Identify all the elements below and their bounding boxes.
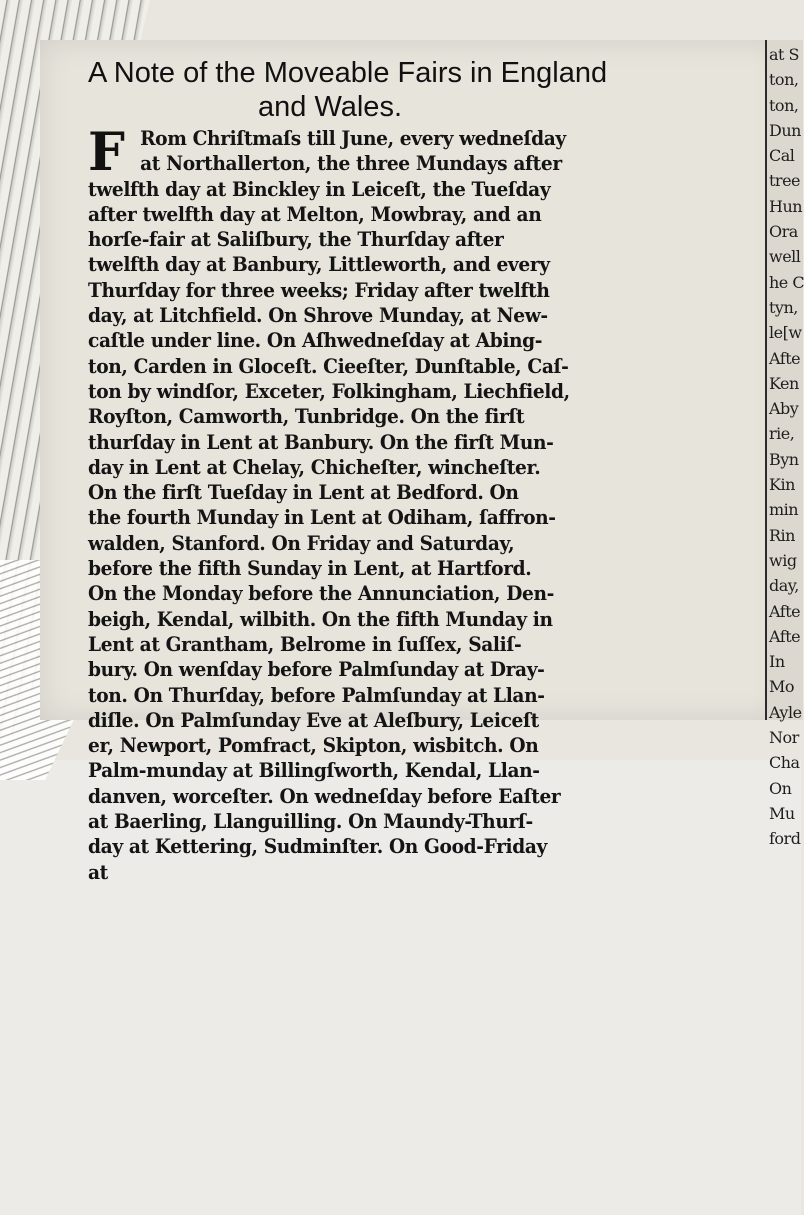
drop-cap: F	[88, 122, 125, 183]
fragment-text: wig	[769, 550, 797, 570]
fragment-text: On	[769, 778, 792, 798]
body-text	[88, 122, 758, 885]
text-line: day at Kettering, Sudminſter. On Good-Friday	[88, 834, 547, 859]
fragment-text: Rin	[769, 525, 795, 545]
text-line: thurſday in Lent at Banbury. On the firſt Mun-	[88, 429, 554, 454]
text-line: Royſton, Camworth, Tunbridge. On the firſt	[88, 404, 525, 429]
fragment-text: tree	[769, 171, 801, 191]
fragment-text: In	[769, 652, 785, 672]
page-title	[88, 56, 748, 124]
text-line: Thurſday for three weeks; Friday after twelfth	[88, 277, 550, 302]
text-line: before the fifth Sunday in Lent, at Hartford.	[88, 556, 532, 581]
fragment-text: Ken	[769, 373, 799, 393]
text-line: Lent at Grantham, Belrome in ſuſſex, Saliſ-	[88, 631, 522, 656]
text-line: after twelfth day at Melton, Mowbray, and an	[88, 201, 542, 226]
adjacent-page-strip	[765, 40, 804, 849]
adjacent-page-fragments	[767, 42, 803, 852]
text-line: ton. On Thurſday, before Palmſunday at Llan-	[88, 682, 545, 707]
text-line: caſtle under line. On Aſhwedneſday at Abing-	[88, 328, 543, 353]
text-line: danven, worceſter. On wedneſday before Eaſter	[88, 783, 561, 808]
fragment-text: he C	[769, 272, 804, 292]
text-line: diſle. On Palmſunday Eve at Aleſbury, Leiceſt	[88, 707, 539, 732]
text-line: er, Newport, Pomfract, Skipton, wisbitch. On	[88, 733, 539, 758]
fragment-text: Mu	[769, 803, 795, 823]
text-line: Rom Chriſtmaſs till June, every wedneſday	[140, 126, 566, 150]
body-lines	[88, 122, 758, 885]
fragment-text: tyn,	[769, 297, 798, 317]
text-line: twelfth day at Binckley in Leiceſt, the Tueſday	[88, 176, 551, 201]
fragment-text: Nor	[769, 728, 799, 748]
fragment-text: Cha	[769, 753, 800, 773]
fragment-text: day,	[769, 576, 799, 596]
title-line-1: A Note of the Moveable Fairs in England	[88, 57, 608, 89]
text-line: Palm-munday at Billingſworth, Kendal, Llan-	[88, 758, 540, 783]
text-line: ton, Carden in Gloceſt. Cieeſter, Dunſtable, Caſ-	[88, 353, 569, 378]
fragment-text: Byn	[769, 449, 799, 469]
text-line: at Northallerton, the three Mundays after	[140, 151, 562, 176]
text-line: day, at Litchfield. On Shrove Munday, at New-	[88, 303, 548, 328]
fragment-text: Afte	[769, 601, 801, 621]
title-line-2: and Wales.	[258, 91, 402, 123]
fragment-text: ford	[769, 829, 801, 849]
fragment-text: Dun	[769, 120, 801, 140]
text-line: at	[88, 859, 108, 884]
text-line: ton by windſor, Exceter, Folkingham, Liechfield,	[88, 378, 570, 403]
fragment-text: min	[769, 500, 799, 520]
text-line: bury. On wenſday before Palmſunday at Dray-	[88, 657, 545, 682]
fragment-text: Mo	[769, 677, 795, 697]
text-line: the fourth Munday in Lent at Odiham, ſaffron-	[88, 505, 556, 530]
fragment-text: ton,	[769, 70, 799, 90]
text-line: On the firſt Tueſday in Lent at Bedford. On	[88, 480, 519, 505]
text-line: horſe-fair at Saliſbury, the Thurſday after	[88, 227, 504, 252]
text-line: twelfth day at Banbury, Littleworth, and every	[88, 252, 550, 277]
fragment-text: rie,	[769, 424, 795, 444]
fragment-text: at S	[769, 45, 800, 64]
text-line: walden, Stanford. On Friday and Saturday,	[88, 530, 515, 555]
fragment-text: Afte	[769, 626, 801, 646]
text-line: day in Lent at Chelay, Chicheſter, wincheſter.	[88, 454, 541, 479]
fragment-text: Afte	[769, 348, 801, 368]
fragment-text: Kin	[769, 475, 795, 495]
text-line: at Baerling, Llanguilling. On Maundy-Thurſ-	[88, 809, 533, 834]
fragment-text: Cal	[769, 146, 795, 166]
fragment-text: well	[769, 247, 801, 267]
fragment-text: Hun	[769, 196, 803, 216]
fragment-text: ton,	[769, 95, 799, 115]
fragment-text: Ayle	[769, 702, 802, 722]
text-line: On the Monday before the Annunciation, Den-	[88, 581, 554, 606]
fragment-text: Aby	[769, 399, 799, 419]
fragment-text: le[w	[769, 323, 802, 343]
text-line: beigh, Kendal, wilbith. On the fifth Munday in	[88, 606, 553, 631]
fragment-text: Ora	[769, 222, 798, 242]
